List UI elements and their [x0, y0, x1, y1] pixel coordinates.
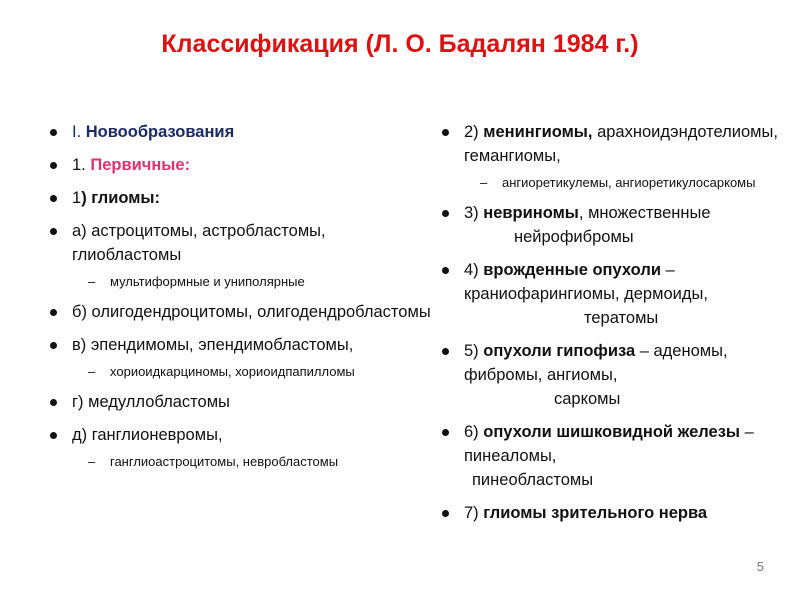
list-item: г) медуллобластомы: [48, 390, 433, 414]
list-item: 2) менингиомы, арахноидэндотелиомы, гемангиомы,: [440, 120, 780, 168]
list-item: б) олигодендроцитомы, олигодендробластомы: [48, 300, 433, 324]
left-column: [48, 120, 433, 480]
right-list: [440, 120, 780, 525]
page-number: 5: [756, 559, 764, 574]
list-item: а) астроцитомы, астробластомы, глиобластомы: [48, 219, 433, 267]
list-item: 5) опухоли гипофиза – аденомы, фибромы, ангиомы, саркомы: [440, 339, 780, 411]
list-item: 1) глиомы:: [48, 186, 433, 210]
sub-list-item: – хориоидкарциномы, хориоидпапилломы: [48, 362, 433, 381]
list-item: 4) врожденные опухоли – краниофарингиомы, дермоиды, тератомы: [440, 258, 780, 330]
sub-list-item: – мультиформные и униполярные: [48, 272, 433, 291]
sub-list-item: – ангиоретикулемы, ангиоретикулосаркомы: [440, 173, 780, 192]
left-list: [48, 120, 433, 471]
right-column: [440, 120, 780, 534]
list-item: 1. Первичные:: [48, 153, 433, 177]
list-item: 3) невриномы, множественные нейрофибромы: [440, 201, 780, 249]
list-item: в) эпендимомы, эпендимобластомы,: [48, 333, 433, 357]
sub-list-item: – ганглиоастроцитомы, невробластомы: [48, 452, 433, 471]
list-item: 6) опухоли шишковидной железы – пинеаломы, пинеобластомы: [440, 420, 780, 492]
list-item: I. Новообразования: [48, 120, 433, 144]
list-item: 7) глиомы зрительного нерва: [440, 501, 780, 525]
slide-title: Классификация (Л. О. Бадалян 1984 г.): [161, 30, 639, 58]
list-item: д) ганглионевромы,: [48, 423, 433, 447]
